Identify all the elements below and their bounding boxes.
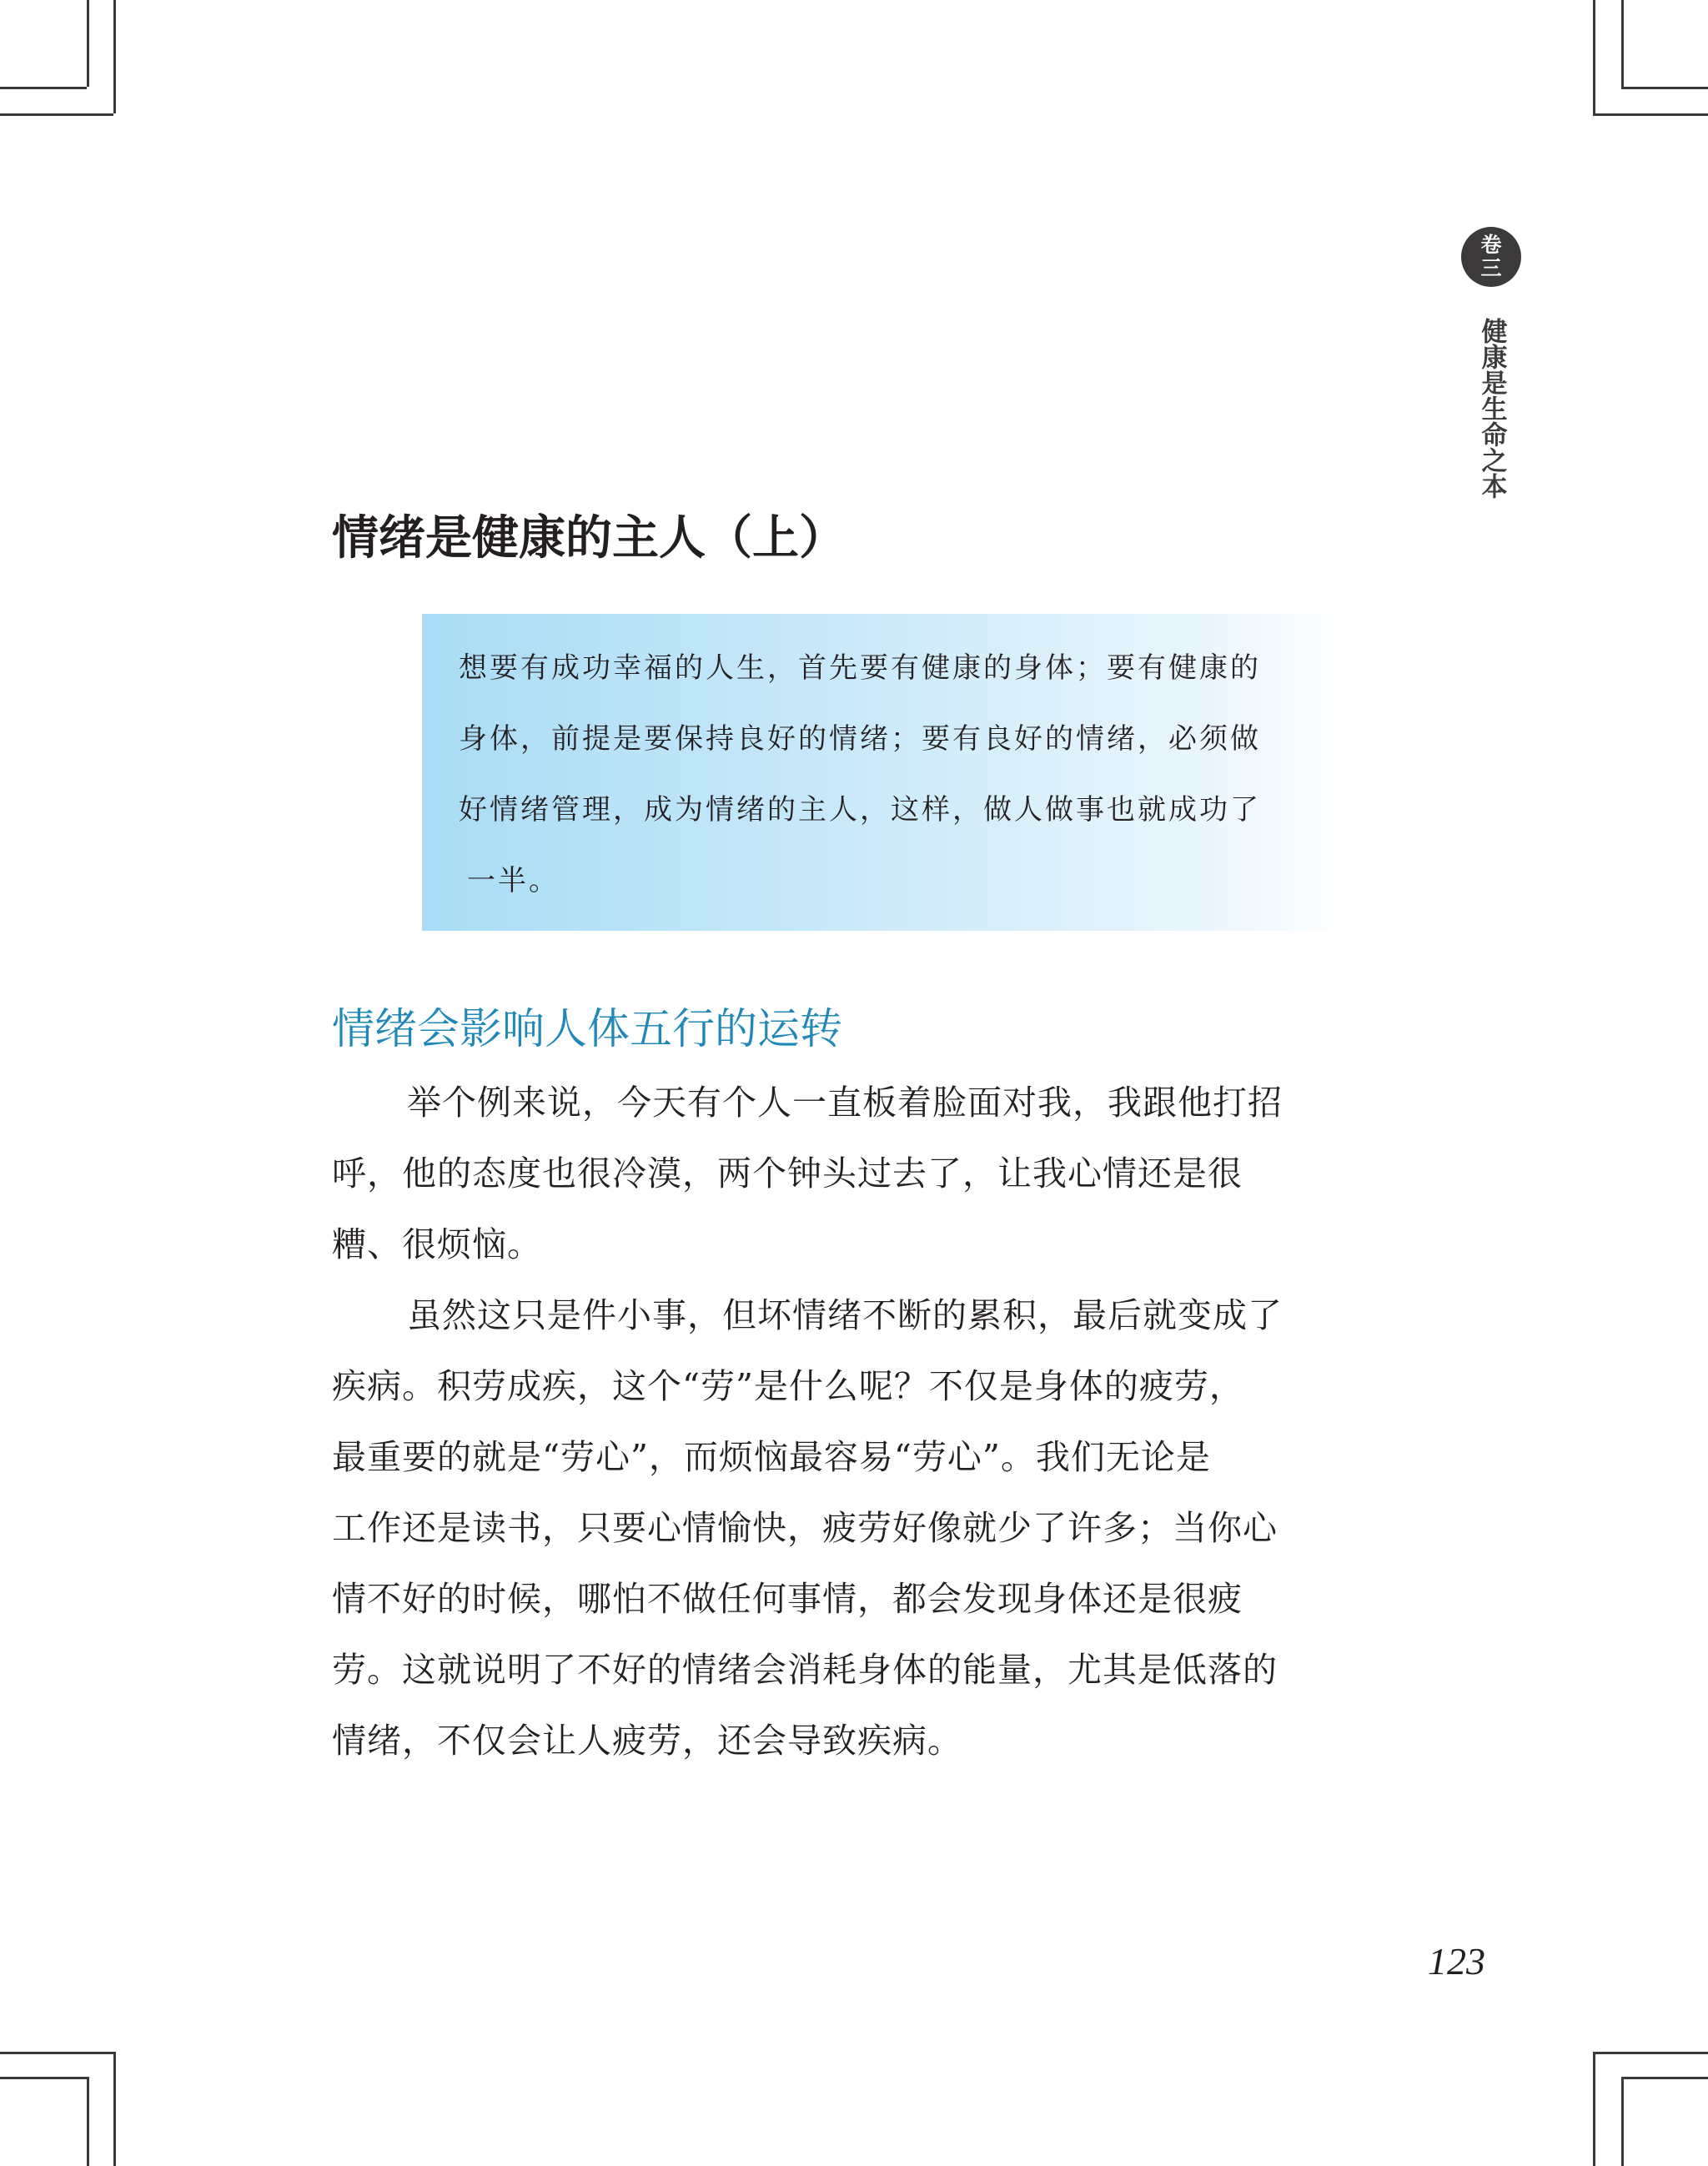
body-line: 情不好的时候，哪怕不做任何事情，都会发现身体还是很疲 (332, 1579, 1243, 1619)
volume-badge (1461, 227, 1521, 287)
body-line: 呼，他的态度也很冷漠，两个钟头过去了，让我心情还是很 (332, 1153, 1243, 1194)
volume-char: 三 (1480, 256, 1502, 280)
body-line: 工作还是读书，只要心情愉快，疲劳好像就少了许多；当你心 (332, 1508, 1278, 1548)
crop-mark (1593, 2052, 1595, 2166)
crop-mark (87, 2077, 89, 2166)
crop-mark (0, 2077, 87, 2079)
quote-line: 想要有成功幸福的人生，首先要有健康的身体；要有健康的 (459, 651, 1261, 685)
crop-mark (0, 87, 87, 89)
body-line: 疾病。积劳成疾，这个“劳”是什么呢？不仅是身体的疲劳， (332, 1366, 1244, 1406)
crop-mark (113, 2052, 116, 2166)
crop-mark (1621, 2077, 1624, 2166)
crop-mark (1621, 0, 1624, 87)
body-line: 最重要的就是“劳心”，而烦恼最容易“劳心”。我们无论是 (332, 1437, 1211, 1477)
body-line: 劳。这就说明了不好的情绪会消耗身体的能量，尤其是低落的 (332, 1650, 1278, 1690)
chapter-side-tab (1461, 227, 1521, 520)
crop-mark (0, 2052, 113, 2054)
body-line: 情绪，不仅会让人疲劳，还会导致疾病。 (332, 1721, 962, 1761)
body-line: 虽然这只是件小事，但坏情绪不断的累积，最后就变成了 (407, 1295, 1283, 1335)
crop-mark (113, 0, 116, 113)
quote-line: 一半。 (467, 864, 560, 897)
page-number: 123 (1428, 1940, 1485, 1983)
chapter-title: 健康是生命之本 (1476, 317, 1507, 499)
quote-line: 好情绪管理，成为情绪的主人，这样，做人做事也就成功了 (459, 793, 1261, 827)
crop-mark (1593, 0, 1595, 113)
crop-mark (0, 113, 113, 116)
quote-box (422, 614, 1349, 931)
crop-mark (1621, 87, 1708, 89)
volume-char: 卷 (1480, 233, 1502, 257)
quote-line: 身体，前提是要保持良好的情绪；要有良好的情绪，必须做 (459, 722, 1261, 756)
page-title: 情绪是健康的主人（上） (332, 511, 846, 565)
crop-mark (1621, 2077, 1708, 2079)
crop-mark (1593, 2052, 1708, 2054)
crop-mark (87, 0, 89, 87)
body-line: 糟、很烦恼。 (332, 1224, 542, 1264)
crop-mark (1593, 113, 1708, 116)
body-line: 举个例来说，今天有个人一直板着脸面对我，我跟他打招 (407, 1083, 1283, 1123)
section-heading: 情绪会影响人体五行的运转 (332, 1005, 843, 1054)
